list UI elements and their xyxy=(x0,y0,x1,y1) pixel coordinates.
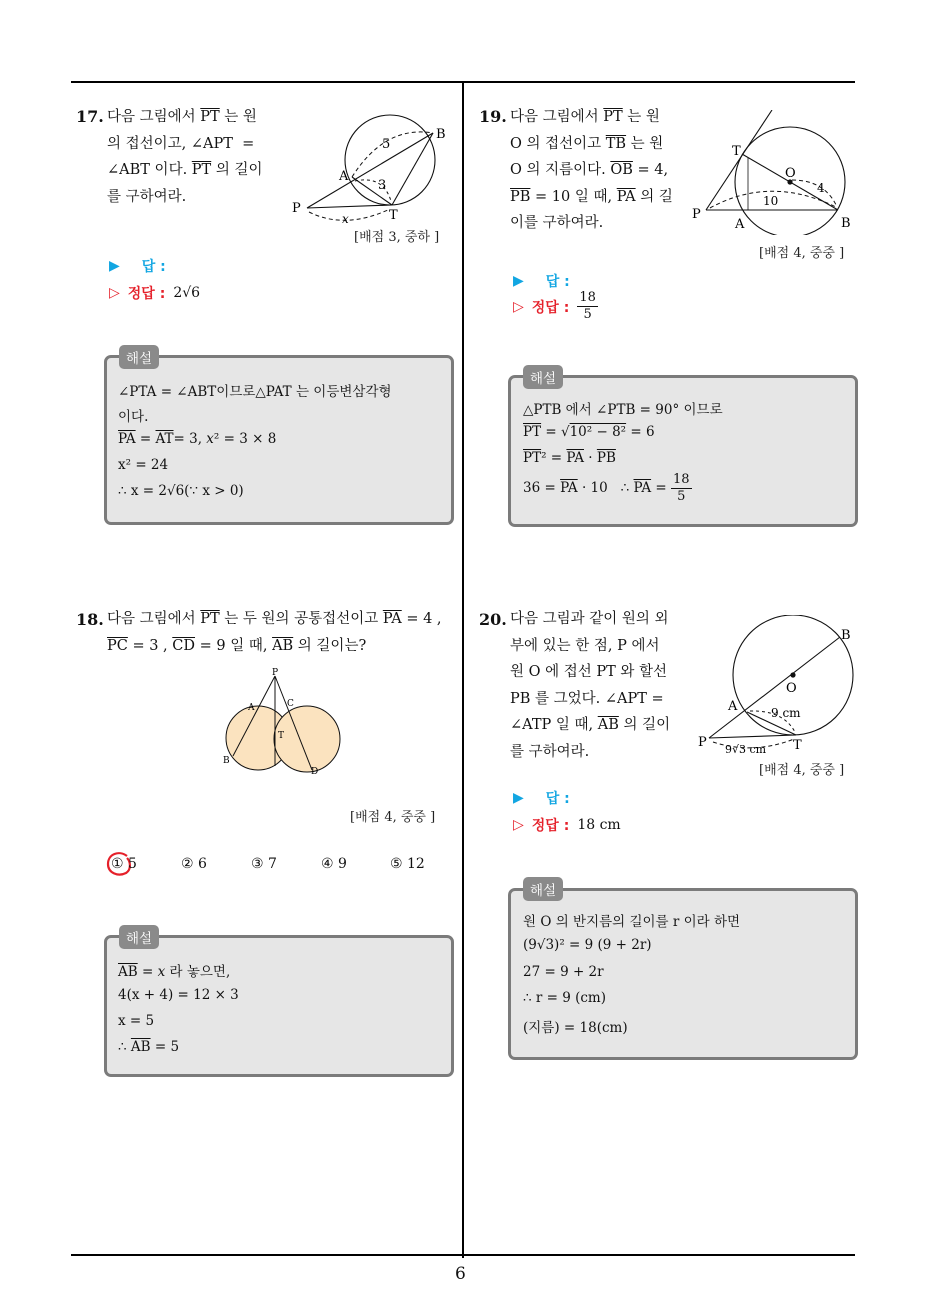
q19-label-4: 4 xyxy=(817,181,825,195)
q20-solution-tag: 해설 xyxy=(523,877,563,901)
q19-sol-denominator: 5 xyxy=(677,489,686,504)
q19-label-10: 10 xyxy=(763,194,779,208)
q17-sol-3: $\overline{PA} = \overline{AT}= 3$, x² = 3 × 8 xyxy=(118,431,277,447)
q17-text xyxy=(107,104,275,210)
q18-label-a: A xyxy=(248,703,255,713)
q18-choice-4[interactable]: ④ 9 xyxy=(321,856,347,872)
q18-label-t: T xyxy=(278,731,285,741)
q17-label-p: P xyxy=(292,201,301,216)
q20-label-93: 9√3 cm xyxy=(725,743,767,756)
q18-choice-3[interactable]: ③ 7 xyxy=(251,856,277,872)
q17-label-a: A xyxy=(339,169,349,184)
q20-score: [배점 4, 중중 ] xyxy=(759,763,845,778)
bottom-rule xyxy=(71,1254,855,1256)
play-icon: ▶ xyxy=(513,273,524,289)
play-icon: ▶ xyxy=(513,790,524,806)
q17-figure xyxy=(285,105,460,230)
q20-sol-5: (지름) = 18(cm) xyxy=(523,1020,628,1036)
play-icon: ▶ xyxy=(109,258,120,274)
q20-sol-1: 원 O 의 반지름의 길이를 r 이라 하면 xyxy=(523,914,741,930)
q20-correct-row xyxy=(513,815,621,835)
q19-number: 19. xyxy=(479,107,507,126)
q20-secant-pb xyxy=(709,637,840,738)
q18-choice-5[interactable]: ⑤ 12 xyxy=(390,856,425,872)
q19-correct-label: 정답 : xyxy=(531,299,570,316)
q17-label-b: B xyxy=(436,127,446,142)
q18-label-c: C xyxy=(287,699,294,709)
q18-label-d: D xyxy=(311,767,319,777)
q20-line-3: 원 O 에 접선 PT 와 할선 xyxy=(510,664,668,680)
q19-label-a: A xyxy=(735,217,745,232)
q20-tangent-pt xyxy=(709,735,796,738)
q20-label-b: B xyxy=(841,628,851,643)
q18-choice-2[interactable]: ② 6 xyxy=(181,856,207,872)
q17-label-t: T xyxy=(389,208,398,223)
q17-label-3: 3 xyxy=(378,178,387,193)
q17-circle xyxy=(345,115,435,205)
q19-label-p: P xyxy=(692,207,701,222)
q20-line-1: 다음 그림과 같이 원의 외 xyxy=(510,611,669,627)
q17-tangent-pt xyxy=(307,205,392,208)
q19-answer-row xyxy=(513,271,570,291)
q19-sol-3: $\overline{PT}^2 = \overline{PA} \cdot \overline{PB}$ xyxy=(523,450,616,466)
q19-label-t: T xyxy=(732,144,741,159)
q20-line-6: 를 구하여라. xyxy=(510,743,590,760)
q20-sol-3: 27 = 9 + 2r xyxy=(523,964,604,980)
q18-number: 18. xyxy=(76,610,104,629)
q18-sol-4: ∴ $\overline{AB} = 5$ xyxy=(118,1039,180,1055)
q17-line-3: ∠ABT 이다. $\overline{PT}$ 의 길이 xyxy=(107,162,263,178)
q17-correct-value: 2√6 xyxy=(173,285,201,301)
q19-correct-row xyxy=(513,290,598,323)
q17-number: 17. xyxy=(76,107,104,126)
q19-solution-tag: 해설 xyxy=(523,365,563,389)
q17-solution-tag: 해설 xyxy=(119,345,159,369)
q19-correct-numerator: 18 xyxy=(579,290,596,305)
outline-play-icon: ▷ xyxy=(513,298,524,315)
q17-secant-pb xyxy=(307,133,433,208)
q20-label-t: T xyxy=(793,738,802,753)
q19-text xyxy=(510,104,680,237)
q17-line-2: 의 접선이고, ∠APT = xyxy=(107,135,255,152)
q19-line-5: 이를 구하여라. xyxy=(510,215,604,231)
q19-sol-4: $36 = \overline{PA} \cdot 10$ ∴ $\overline{PA}$ = $\frac{18}{5}$ xyxy=(523,472,690,504)
q17-chord-bt xyxy=(392,133,433,205)
q17-label-x: x xyxy=(342,212,349,226)
q19-sol-1: △PTB 에서 ∠PTB = 90° 이므로 xyxy=(523,402,723,418)
q20-correct-label: 정답 : xyxy=(531,818,570,834)
q20-label-o: O xyxy=(786,681,797,696)
q19-score: [배점 4, 중중 ] xyxy=(759,246,845,261)
q20-sol-2: (9√3)² = 9 (9 + 2r) xyxy=(523,937,652,953)
q20-label-9: 9 cm xyxy=(771,706,801,720)
q18-sol-3: x = 5 xyxy=(118,1013,155,1029)
outline-play-icon: ▷ xyxy=(109,285,120,301)
q17-sol-2: 이다. xyxy=(118,409,149,425)
q17-correct-label: 정답 : xyxy=(127,286,166,302)
q18-figure xyxy=(218,668,348,778)
q18-solution-tag: 해설 xyxy=(119,925,159,949)
q20-sol-4: ∴ r = 9 (cm) xyxy=(523,990,607,1006)
q19-correct-denominator: 5 xyxy=(583,307,592,322)
q20-line-5: ∠ATP 일 때, $\overline{AB}$ 의 길이 xyxy=(510,717,671,733)
q18-label-p: P xyxy=(272,668,279,678)
q20-line-2: 부에 있는 한 점, P 에서 xyxy=(510,637,660,654)
q19-answer-label: 답 : xyxy=(545,274,570,290)
q18-score: [배점 4, 중중 ] xyxy=(350,810,436,825)
q19-label-b: B xyxy=(841,216,851,231)
q18-label-b: B xyxy=(223,756,230,766)
q20-line-4: PB 를 그었다. ∠APT = xyxy=(510,690,664,707)
q20-label-p: P xyxy=(698,735,707,750)
q18-text xyxy=(107,606,457,659)
q17-sol-1: ∠PTA = ∠ABT이므로△PAT 는 이등변삼각형 xyxy=(118,384,392,400)
q17-answer-label: 답 : xyxy=(141,259,166,275)
q20-correct-value: 18 cm xyxy=(577,817,621,833)
q18-line-2: $\overline{PC} = 3$ , $\overline{CD} = 9$ 일 때, $\overline{AB}$ 의 길이는? xyxy=(107,637,367,654)
q17-score: [배점 3, 중하 ] xyxy=(354,230,440,245)
q17-line-1: 다음 그림에서 $\overline{PT}$ 는 원 xyxy=(107,109,257,125)
q18-sol-1: $\overline{AB} = x$ 라 놓으면, xyxy=(118,964,231,980)
q19-correct-fraction xyxy=(577,290,598,323)
q20-text xyxy=(510,606,680,765)
q19-label-o: O xyxy=(785,166,796,181)
q20-answer-row xyxy=(513,788,570,808)
q20-answer-label: 답 : xyxy=(545,791,570,807)
q19-figure xyxy=(690,110,865,235)
q17-label-5: 5 xyxy=(382,137,391,152)
q20-figure xyxy=(695,615,865,760)
q18-sol-2: 4(x + 4) = 12 × 3 xyxy=(118,987,239,1003)
q19-sol-2: $\overline{PT} = √10^2 - 8^2 = 6$ xyxy=(523,424,655,440)
center-divider xyxy=(462,82,464,1258)
q19-line-1: 다음 그림에서 $\overline{PT}$ 는 원 xyxy=(510,109,660,125)
q19-sol-fraction xyxy=(671,472,692,505)
q19-sol-numerator: 18 xyxy=(672,472,690,487)
q20-number: 20. xyxy=(479,610,507,629)
q17-sol-4: x² = 24 xyxy=(118,457,169,473)
q17-correct-row xyxy=(109,283,200,303)
q19-line-3: O 의 지름이다. $\overline{OB} = 4$, xyxy=(510,162,669,178)
page-number: 6 xyxy=(455,1264,466,1284)
q19-line-4: $\overline{PB} = 10$ 일 때, $\overline{PA}$ 의 길 xyxy=(510,188,673,205)
q18-choice-1[interactable]: ① 5 xyxy=(111,856,137,872)
q18-solution-box xyxy=(104,935,454,1077)
q17-sol-5: ∴ x = 2√6(∵ x > 0) xyxy=(118,483,244,499)
outline-play-icon: ▷ xyxy=(513,817,524,833)
q17-answer-row xyxy=(109,256,166,276)
q18-line-1: 다음 그림에서 $\overline{PT}$ 는 두 원의 공통접선이고 $\overline{PA} = 4$ , xyxy=(107,611,442,627)
q19-line-2: O 의 접선이고 $\overline{TB}$ 는 원 xyxy=(510,135,664,152)
q20-label-a: A xyxy=(728,699,738,714)
q17-line-4: 를 구하여라. xyxy=(107,188,187,205)
